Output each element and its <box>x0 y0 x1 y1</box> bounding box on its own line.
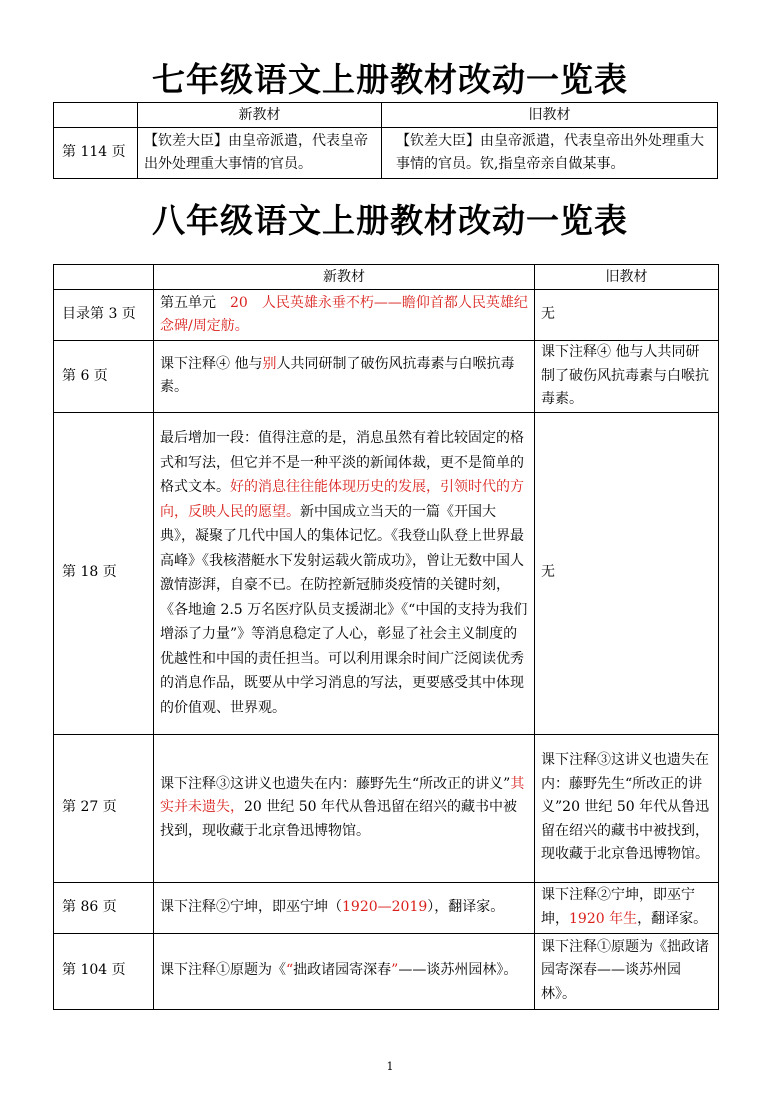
header-old: 旧教材 <box>535 265 719 290</box>
table-row <box>54 412 719 734</box>
page-number: 1 <box>386 1060 394 1073</box>
note-text: 课下注释②宁坤，即巫宁坤（ <box>160 898 342 915</box>
note-text: ，翻译家。 <box>637 910 708 927</box>
new-cell <box>154 341 535 413</box>
added-paragraph-text: 最后增加一段：值得注意的是，消息虽然有着比较固定的格式和写法，但它并不是一种平淡的新闻体裁，更不是简单的格式文本。 <box>160 430 524 495</box>
grade8-title: 八年级语文上册教材改动一览表 <box>152 201 628 240</box>
page-cell: 第 104 页 <box>54 933 154 1009</box>
changed-text: 1920 年生 <box>569 910 638 927</box>
grade7-title: 七年级语文上册教材改动一览表 <box>152 60 628 99</box>
old-cell: 课下注释①原题为《拙政诸园寄深春——谈苏州园林》。 <box>535 933 719 1009</box>
old-cell: 【钦差大臣】由皇帝派遣，代表皇帝出外处理重大事情的官员。钦,指皇帝亲自做某事。 <box>382 128 718 179</box>
old-cell <box>535 882 719 933</box>
header-blank <box>54 265 154 290</box>
changed-text: 20 人民英雄永垂不朽——瞻仰首都人民英雄纪念碑/周定舫。 <box>160 294 528 334</box>
note-text: 课下注释③这讲义也遗失在内：藤野先生“所改正的讲义” <box>160 775 511 792</box>
table-header-row <box>54 103 718 128</box>
new-cell <box>154 412 535 734</box>
header-blank <box>54 103 138 128</box>
table-row <box>54 933 719 1009</box>
note-text: 人共同研制了破伤风抗毒素与白喉抗毒素。 <box>160 355 515 396</box>
changed-text: 好的消息往往能体现历史的发展，引领时代的方向，反映人民的愿望。 <box>160 479 524 520</box>
note-text: ——谈苏州园林》。 <box>398 962 518 979</box>
table-row <box>54 734 719 882</box>
note-text: 拙政诸园寄深春 <box>293 962 392 979</box>
unit-text: 第五单元 <box>160 294 216 311</box>
grade7-table <box>53 102 718 179</box>
page-cell: 第 18 页 <box>54 412 154 734</box>
page-cell: 第 27 页 <box>54 734 154 882</box>
new-cell: 【钦差大臣】由皇帝派遣，代表皇帝出外处理重大事情的官员。 <box>138 128 382 179</box>
header-old: 旧教材 <box>382 103 718 128</box>
page-cell: 第 6 页 <box>54 341 154 413</box>
table-row <box>54 128 718 179</box>
header-new: 新教材 <box>138 103 382 128</box>
changed-text: 其实并未遗失， <box>160 775 525 816</box>
old-cell: 课下注释③这讲义也遗失在内：藤野先生“所改正的讲义”20 世纪 50 年代从鲁迅留在绍兴的藏书中被找到，现收藏于北京鲁迅博物馆。 <box>535 734 719 882</box>
added-paragraph-text: 新中国成立当天的一篇《开国大典》，凝聚了几代中国人的集体记忆。《我登山队登上世界最高峰》《我核潜艇水下发射运载火箭成功》，曾让无数中国人激情澎湃，自豪不已。在防控新冠肺炎疫情的关键时刻，《各地逾 2.5 万名医疗队员支援湖北》《“中国的支持为我们增添了力量”》等消息稳定了人心，彰显了社会主义制度的优越性和中国的责任担当。可以利用课余时间广泛阅读优秀的消息作品，既要从中学习消息的写法，更要感受其中体现的价值观、世界观。 <box>160 503 528 716</box>
header-new: 新教材 <box>154 265 535 290</box>
table-row <box>54 290 719 341</box>
changed-text: 1920—2019 <box>342 898 428 915</box>
note-text: 课下注释①原题为《 <box>160 962 286 979</box>
new-cell <box>154 882 535 933</box>
new-cell <box>154 734 535 882</box>
note-text: 20 世纪 50 年代从鲁迅留在绍兴的藏书中被找到，现收藏于北京鲁迅博物馆。 <box>160 799 517 839</box>
old-cell: 无 <box>535 412 719 734</box>
note-text: 课下注释②宁坤，即巫宁坤， <box>541 887 695 927</box>
old-cell: 无 <box>535 290 719 341</box>
changed-text: ” <box>391 962 399 979</box>
table-row <box>54 341 719 413</box>
changed-text: “ <box>286 962 294 979</box>
changed-text: 别 <box>262 355 277 372</box>
new-cell <box>154 290 535 341</box>
grade8-table <box>53 264 719 1010</box>
note-text: 课下注释④ 他与 <box>160 355 263 372</box>
page-cell: 第 114 页 <box>54 128 138 179</box>
note-text: ），翻译家。 <box>427 898 505 915</box>
page-cell: 目录第 3 页 <box>54 290 154 341</box>
table-header-row <box>54 265 719 290</box>
page-cell: 第 86 页 <box>54 882 154 933</box>
table-row <box>54 882 719 933</box>
new-cell <box>154 933 535 1009</box>
old-cell: 课下注释④ 他与人共同研制了破伤风抗毒素与白喉抗毒素。 <box>535 341 719 413</box>
